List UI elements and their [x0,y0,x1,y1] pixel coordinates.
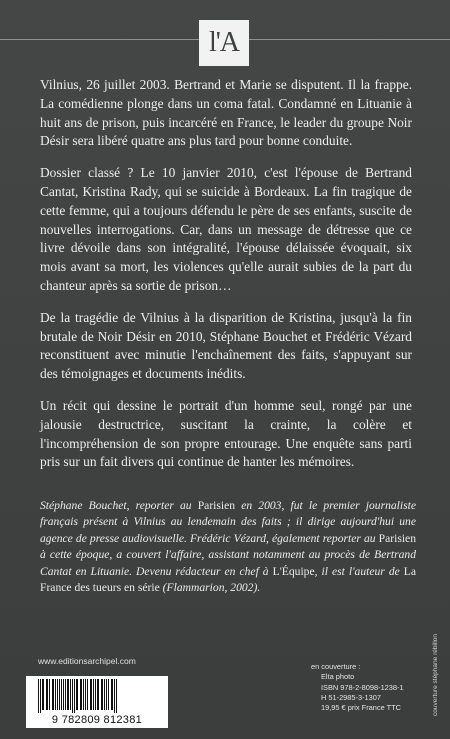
barcode-bar [70,679,71,710]
paragraph-summary: Un récit qui dessine le portrait d'un homme seul, rongé par une jalousie destructrice, suscitant la crainte, la colère et l'incompréhension de son propre entourage. Une enquête sans parti pris sur un fait divers qui continue de hanter les mémoires. [40,397,412,470]
barcode-bar [72,679,73,713]
paragraph-investigation: De la tragédie de Vilnius à la disparition de Kristina, jusqu'à la fin brutale de Noir Désir en 2010, Stéphane Bouchet et Frédéric Vézard reconstituent avec minutie l'enchaînement des faits, s'appuyant sur des témoignages et documents inédits. [40,309,412,382]
author-name-bouchet: Stéphane Bouchet [40,499,127,512]
barcode-bar [93,679,94,710]
barcode-bars [36,679,158,713]
barcode-bar [104,679,105,710]
barcode-bar [59,679,60,710]
barcode-bar [42,679,44,710]
barcode-bar [57,679,58,710]
barcode-bar [85,679,86,710]
barcode-bar [67,679,69,710]
authors-bio: Stéphane Bouchet, reporter au Parisien en 2003, fut le premier journaliste français présent à Vilnius au lendemain des faits ; il dirige aujourd'hui une agence de presse audiovisuelle. Frédéric Vézard, également reporter au Parisien à cette époque, a couvert l'affaire, assistant notamment au procès de Bertrand Cantat en Lituanie. Devenu rédacteur en chef à L'Équipe, il est l'auteur de La France des tueurs en série (Flammarion, 2002). [40,499,417,595]
barcode-bar [55,679,56,710]
product-code: H 51-2985-3-1307 [321,692,381,702]
barcode-bar [106,679,107,710]
cover-design-credit: couverture stéphane rébillon [432,633,439,716]
barcode-bar [108,679,109,710]
publisher-logo: l'A [199,20,249,66]
isbn-barcode [26,676,168,728]
barcode-bar [65,679,66,710]
barcode-bar [49,679,50,710]
isbn: ISBN 978-2-8098-1238-1 [321,682,404,692]
paragraph-intro: Vilnius, 26 juillet 2003. Bertrand et Marie se disputent. Il la frappe. La comédienne plonge dans un coma fatal. Condamné en Lituanie à huit ans de prison, puis incarcéré en France, le leader du groupe Noir Désir sera libéré quatre ans plus tard pour bonne conduite. [40,77,412,149]
price: 19,95 € prix France TTC [321,703,401,713]
publisher-website: www.editionsarchipel.com [38,656,136,666]
barcode-number: 9 782809 812381 [51,714,143,726]
barcode-bar [40,679,41,713]
back-cover-text [40,76,412,485]
barcode-bar [114,679,115,713]
barcode-bar [52,679,54,710]
author-name-vezard: Frédéric Vézard [189,531,267,545]
barcode-bar [87,679,88,710]
barcode-bar [80,679,82,710]
barcode-bar [63,679,64,710]
barcode-bar [101,679,103,710]
barcode-bar [116,679,117,713]
barcode-bar [95,679,96,710]
paragraph-kristina: Dossier classé ? Le 10 janvier 2010, c'est l'épouse de Bertrand Cantat, Kristina Rady, qui se suicide à Bordeaux. La fin tragique de cette femme, qui a toujours défendu le père de ses enfants, suscite de nouvelles interrogations. Car, dans un message de détresse que ce livre dévoile dans son intégralité, l'épouse délaissée évoquait, six mois avant sa mort, les violences qu'elle aurait subies de la part du chanteur après sa sortie de prison… [40,165,412,293]
colophon [311,662,429,713]
barcode-bar [74,679,75,713]
barcode-bar [46,679,48,710]
barcode-bar [111,679,113,710]
cover-credit: Elta photo [321,672,355,682]
barcode-bar [90,679,92,710]
barcode-bar [38,679,39,713]
barcode-bar [97,679,99,710]
barcode-bar [83,679,84,710]
barcode-bar [76,679,78,710]
barcode-bar [61,679,62,710]
cover-label: en couverture : [311,662,361,671]
